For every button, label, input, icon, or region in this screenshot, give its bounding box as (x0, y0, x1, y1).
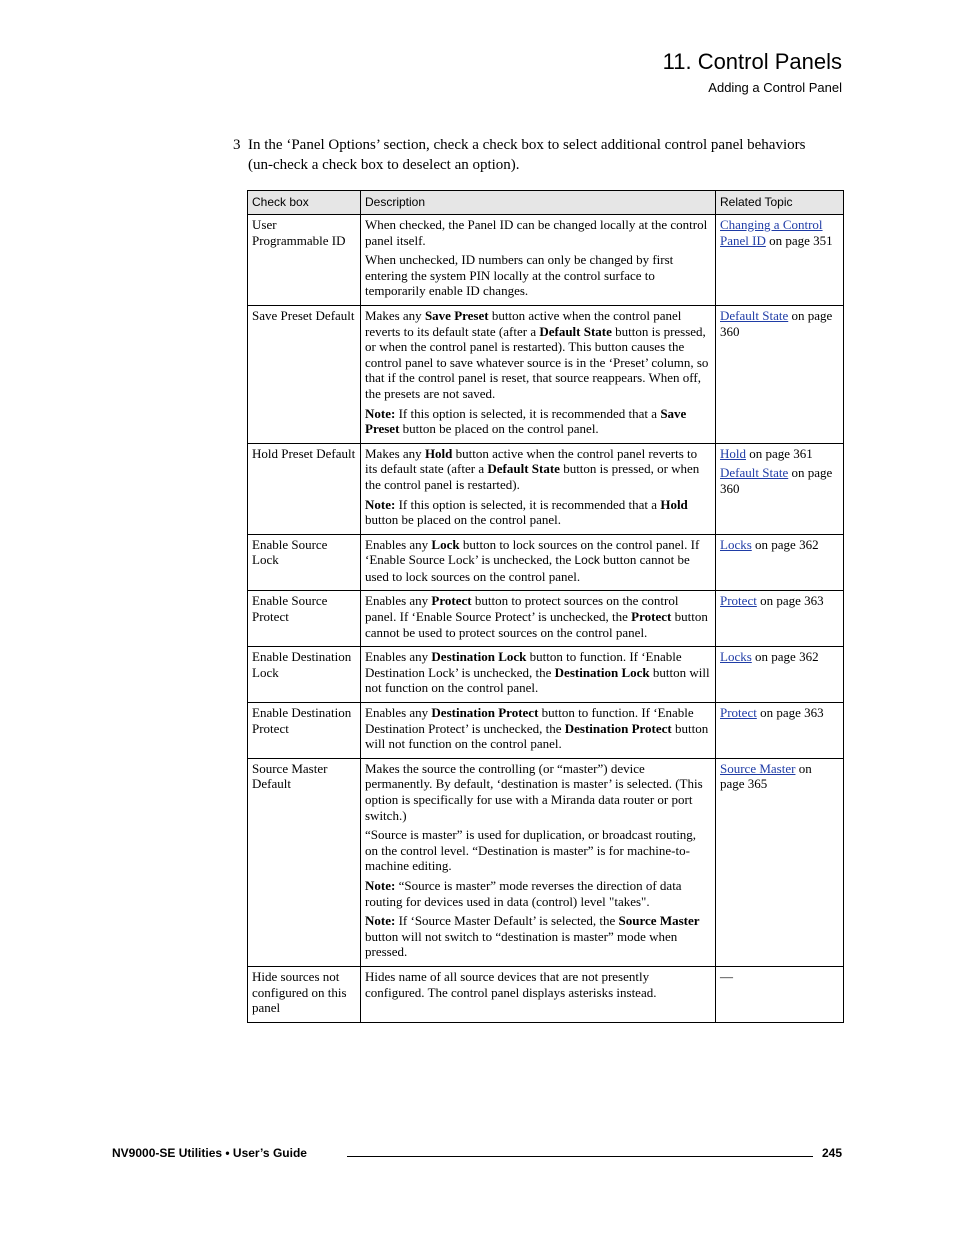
bold-term: Destination Lock (431, 649, 527, 665)
cell-paragraph (720, 593, 839, 609)
text-segment: button is pressed, or when the control panel is restarted). (365, 461, 700, 492)
related-topic-cell (716, 703, 844, 759)
text-segment: If this option is selected, it is recommended that a (395, 405, 661, 421)
text-segment: button to function. If ‘Enable Destination Lock’ is unchecked, the (365, 649, 682, 680)
related-topic-cell (716, 443, 844, 534)
checkbox-name-cell: Enable Destination Lock (248, 647, 361, 703)
description-cell (361, 443, 716, 534)
text-segment: on page 351 (765, 232, 833, 248)
text-segment: button is pressed, or when the control panel is restarted). This button causes the control panel to save whatever source is in the ‘Preset’ column, so that if the control panel is reset, that source reappears. When off, the presets are not saved. (365, 323, 709, 401)
text-segment: on page 365 (720, 760, 812, 792)
bold-term: Destination Protect (564, 720, 672, 736)
chapter-title: 11. Control Panels (662, 49, 842, 74)
description-cell (361, 534, 716, 591)
text-segment: button cannot be used to protect sources on the control panel. (365, 609, 708, 640)
description-cell (361, 305, 716, 443)
cell-paragraph (365, 593, 711, 640)
checkbox-name-cell: Hold Preset Default (248, 443, 361, 534)
bold-term: Protect (631, 609, 672, 625)
text-segment: button to function. If ‘Enable Destination Protect’ is unchecked, the (365, 705, 694, 736)
cell-paragraph (720, 217, 839, 248)
related-topic-cell (716, 966, 844, 1022)
checkbox-name-cell: Save Preset Default (248, 305, 361, 443)
table-row (248, 703, 844, 759)
bold-term: Hold (424, 445, 453, 461)
bold-term: Default State (487, 461, 560, 477)
cell-paragraph (365, 308, 711, 402)
cell-paragraph (365, 913, 711, 960)
text-segment: on page 363 (756, 705, 824, 721)
text-segment: — (720, 968, 733, 984)
table-row (248, 758, 844, 966)
bold-term: Note: (365, 877, 396, 893)
cell-paragraph (365, 217, 711, 248)
text-segment: button cannot be used to lock sources on the control panel. (365, 552, 690, 584)
text-segment: If this option is selected, it is recommended that a (395, 496, 661, 512)
description-cell (361, 966, 716, 1022)
column-header-description: Description (361, 191, 716, 215)
related-topic-link[interactable]: Protect (720, 705, 757, 721)
text-segment: “Source is master” mode reverses the direction of data routing for devices used in data (control) level "takes". (365, 877, 682, 909)
related-topic-link[interactable]: Changing a Control Panel ID (720, 217, 823, 248)
step-instruction (233, 135, 833, 175)
text-segment: Makes the source the controlling (or “master”) device permanently. By default, ‘destination is master’ is selected. (This option is specifically for use with a Miranda data router or port switch.) (365, 760, 703, 823)
cell-paragraph (720, 537, 839, 553)
description-cell (361, 647, 716, 703)
checkbox-name-cell: Hide sources not configured on this panel (248, 966, 361, 1022)
related-topic-link[interactable]: Locks (720, 649, 752, 665)
related-topic-cell (716, 591, 844, 647)
bold-term: Save Preset (365, 405, 687, 437)
table-row (248, 647, 844, 703)
section-title: Adding a Control Panel (708, 80, 842, 95)
cell-paragraph (365, 649, 711, 696)
button-name-term: Lock (574, 553, 600, 568)
text-segment: on page 362 (751, 649, 819, 665)
text-segment: When checked, the Panel ID can be changed locally at the control panel itself. (365, 217, 708, 248)
bold-term: Save Preset (424, 307, 489, 323)
cell-paragraph (365, 497, 711, 528)
cell-paragraph (365, 537, 711, 585)
text-segment: Hides name of all source devices that are not presently configured. The control panel displays asterisks instead. (365, 968, 657, 1000)
text-segment: button will not switch to “destination is master” mode when pressed. (365, 928, 678, 960)
text-segment: “Source is master” is used for duplication, or broadcast routing, on the control level. “Destination is master” is for machine-to-machine editing. (365, 827, 697, 874)
text-segment: button be placed on the control panel. (399, 421, 599, 437)
table-header-row (248, 191, 844, 215)
table-row (248, 591, 844, 647)
text-segment: on page 360 (720, 307, 833, 339)
checkbox-name-cell: Enable Destination Protect (248, 703, 361, 759)
bold-term: Lock (431, 536, 460, 552)
cell-paragraph (365, 761, 711, 823)
description-cell (361, 215, 716, 306)
related-topic-link[interactable]: Default State (720, 465, 789, 481)
checkbox-name-cell: Enable Source Protect (248, 591, 361, 647)
panel-options-table (247, 190, 844, 1023)
footer-guide-title: NV9000-SE Utilities • User’s Guide (112, 1146, 307, 1160)
checkbox-name-cell: Source Master Default (248, 758, 361, 966)
bold-term: Protect (431, 593, 472, 609)
related-topic-link[interactable]: Protect (720, 593, 757, 609)
text-segment: button to protect sources on the control panel. If ‘Enable Source Protect’ is unchecked, the (365, 593, 679, 625)
bold-term: Source Master (618, 913, 700, 929)
bold-term: Hold (660, 496, 688, 512)
cell-paragraph (365, 446, 711, 493)
table-row (248, 305, 844, 443)
related-topic-link[interactable]: Locks (720, 536, 752, 552)
related-topic-link[interactable]: Hold (720, 445, 746, 461)
page-number: 245 (821, 1146, 842, 1160)
text-segment: button to lock sources on the control panel. If ‘Enable Source Lock’ is unchecked, the (365, 536, 700, 568)
text-segment: on page 361 (746, 445, 813, 461)
text-segment: button be placed on the control panel. (365, 512, 562, 528)
bold-term: Destination Protect (431, 705, 539, 721)
bold-term: Note: (365, 496, 396, 512)
text-segment: Enables any (365, 705, 432, 721)
text-segment: Enables any (365, 536, 432, 552)
description-cell (361, 703, 716, 759)
cell-paragraph (365, 878, 711, 909)
cell-paragraph (720, 761, 839, 792)
table-row (248, 443, 844, 534)
bold-term: Destination Lock (554, 664, 650, 680)
cell-paragraph (720, 308, 839, 339)
step-number: 3 (233, 137, 241, 153)
text-segment: button active when the control panel reverts to its default state (after a (365, 307, 682, 339)
cell-paragraph (720, 649, 839, 665)
related-topic-link[interactable]: Source Master (720, 760, 796, 776)
text-segment: on page 362 (751, 536, 819, 552)
related-topic-cell (716, 305, 844, 443)
table-row (248, 966, 844, 1022)
footer-rule (347, 1156, 813, 1157)
column-header-related-topic: Related Topic (716, 191, 844, 215)
cell-paragraph (365, 969, 711, 1000)
cell-paragraph (365, 827, 711, 874)
text-segment: Enables any (365, 649, 432, 665)
cell-paragraph (720, 465, 839, 496)
text-segment: If ‘Source Master Default’ is selected, the (395, 913, 619, 929)
related-topic-cell (716, 647, 844, 703)
cell-paragraph (365, 406, 711, 437)
text-segment: button active when the control panel reverts to its default state (after a (365, 445, 698, 477)
text-segment: Makes any (365, 307, 425, 323)
cell-paragraph (720, 446, 839, 462)
cell-paragraph (720, 969, 839, 985)
text-segment: Enables any (365, 593, 432, 609)
checkbox-name-cell: Enable Source Lock (248, 534, 361, 591)
bold-term: Default State (539, 323, 612, 339)
column-header-checkbox: Check box (248, 191, 361, 215)
description-cell (361, 591, 716, 647)
text-segment: When unchecked, ID numbers can only be changed by first entering the system PIN locally at the control surface to temporarily enable ID changes. (365, 252, 674, 299)
related-topic-cell (716, 215, 844, 306)
cell-paragraph (365, 252, 711, 299)
text-segment: on page 360 (720, 465, 833, 496)
checkbox-name-cell: User Programmable ID (248, 215, 361, 306)
table-row (248, 534, 844, 591)
description-cell (361, 758, 716, 966)
bold-term: Note: (365, 913, 396, 929)
bold-term: Note: (365, 405, 396, 421)
step-text: In the ‘Panel Options’ section, check a check box to select additional control panel behaviors (un-check a check box to deselect an option). (248, 137, 806, 173)
cell-paragraph (365, 705, 711, 752)
related-topic-cell (716, 758, 844, 966)
text-segment: on page 363 (756, 593, 824, 609)
text-segment: button will not function on the control panel. (365, 664, 710, 696)
related-topic-link[interactable]: Default State (720, 307, 789, 323)
text-segment: Makes any (365, 445, 425, 461)
related-topic-cell (716, 534, 844, 591)
table-row (248, 215, 844, 306)
text-segment: button will not function on the control panel. (365, 720, 709, 752)
cell-paragraph (720, 705, 839, 721)
